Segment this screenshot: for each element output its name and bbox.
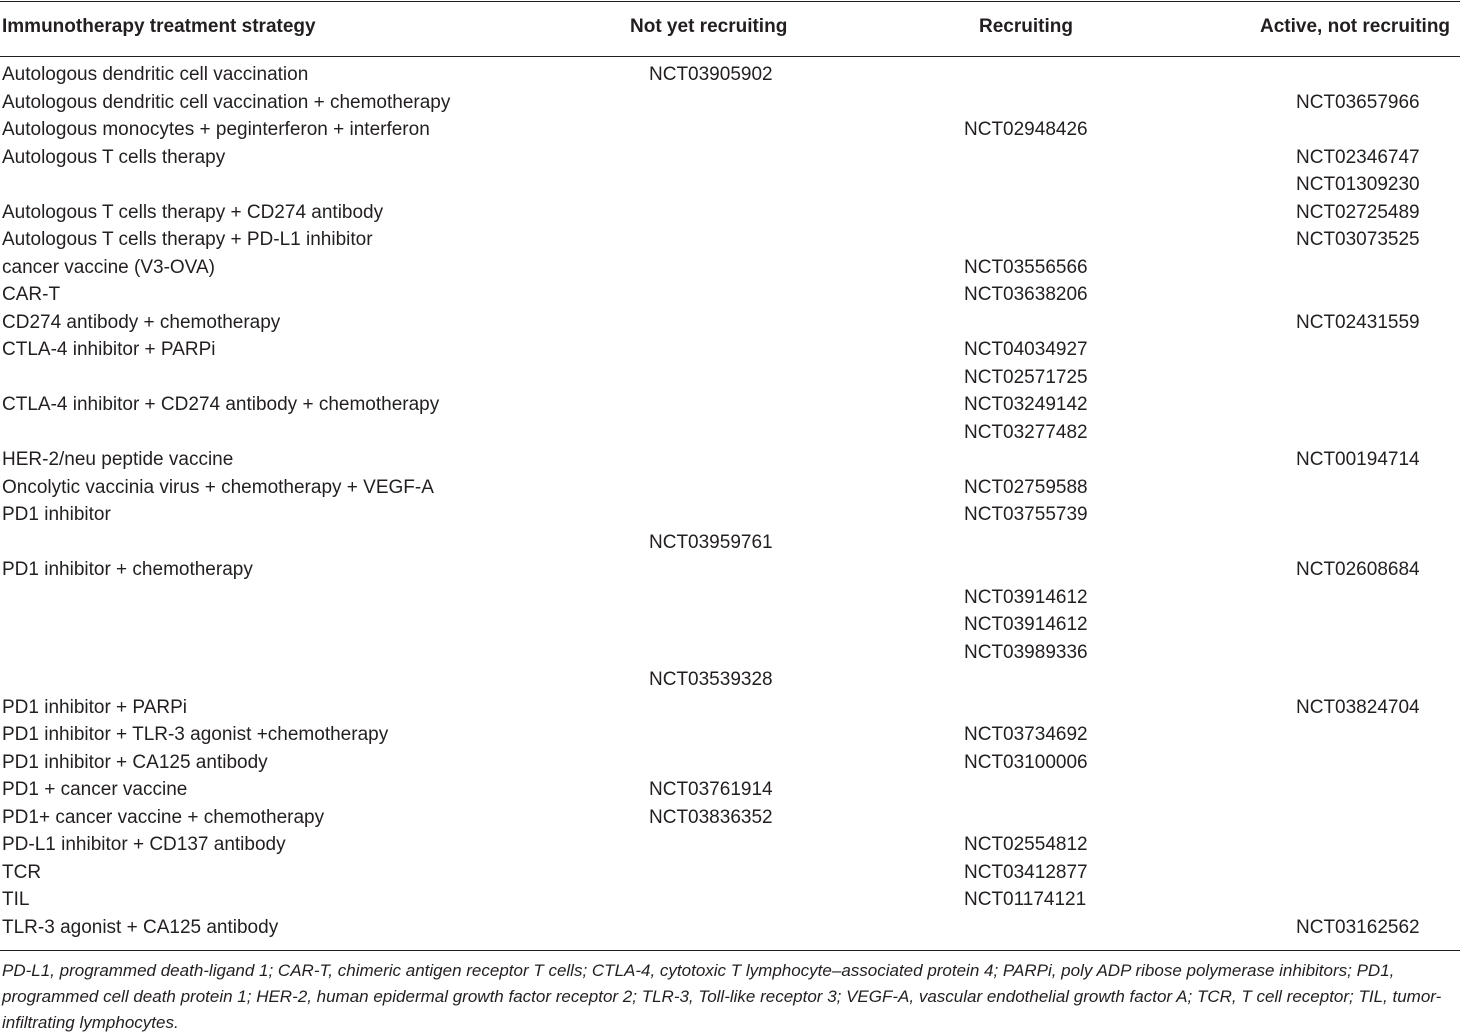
strategy-cell: CAR-T [2, 284, 61, 305]
recruiting-cell: NCT03556566 [964, 256, 1088, 278]
table-row [0, 860, 1460, 888]
table-row [0, 337, 1460, 365]
recruiting-cell: NCT03638206 [964, 284, 1088, 305]
active-not-recruiting-cell: NCT03073525 [1296, 229, 1420, 250]
table-row [0, 282, 1460, 310]
table-footnote: PD-L1, programmed death-ligand 1; CAR-T, chimeric antigen receptor T cells; CTLA-4, cytotoxic T lymphocyte–associated protein 4; PARPi, poly ADP ribose polymerase inhibitors; PD1, programmed cell death protein 1; HER-2, human epidermal growth factor receptor 2; TLR-3, Toll-like receptor 3; VEGF-A, vascular endothelial growth factor A; TCR, T cell receptor; TIL, tumor-infiltrating lymphocytes. [2, 961, 1442, 1032]
not-yet-recruiting-cell: NCT03761914 [649, 779, 773, 800]
active-not-recruiting-cell: NCT00194714 [1296, 449, 1420, 470]
strategy-cell: Autologous monocytes + peginterferon + interferon [2, 119, 430, 140]
strategy-cell: PD1 + cancer vaccine [2, 779, 188, 800]
table-row [0, 777, 1460, 805]
table-row [0, 530, 1460, 558]
table-row [0, 667, 1460, 695]
column-header-recruiting: Recruiting [979, 16, 1073, 37]
recruiting-cell: NCT01174121 [964, 889, 1087, 910]
column-header-not-yet-recruiting: Not yet recruiting [630, 16, 788, 37]
active-not-recruiting-cell: NCT02608684 [1296, 559, 1420, 580]
table-row [0, 227, 1460, 255]
recruiting-cell: NCT03914612 [964, 614, 1088, 635]
table-row [0, 117, 1460, 145]
strategy-cell: Autologous T cells therapy [2, 146, 226, 168]
not-yet-recruiting-cell: NCT03836352 [649, 806, 773, 828]
recruiting-cell: NCT02948426 [964, 119, 1088, 140]
table-row [0, 420, 1460, 448]
table-row [0, 612, 1460, 640]
strategy-cell: cancer vaccine (V3-OVA) [2, 256, 215, 278]
table-row [0, 392, 1460, 420]
strategy-cell: Autologous dendritic cell vaccination [2, 64, 309, 85]
table-bottom-rule [0, 950, 1460, 951]
recruiting-cell: NCT03989336 [964, 641, 1088, 663]
table-row [0, 145, 1460, 173]
table-row [0, 557, 1460, 585]
recruiting-cell: NCT03412877 [964, 861, 1088, 883]
table-row [0, 200, 1460, 228]
not-yet-recruiting-cell: NCT03539328 [649, 669, 773, 690]
recruiting-cell: NCT03249142 [964, 394, 1088, 415]
strategy-cell: PD1 inhibitor [2, 504, 111, 525]
strategy-cell: Autologous T cells therapy + PD-L1 inhibitor [2, 229, 373, 250]
strategy-cell: TLR-3 agonist + CA125 antibody [2, 916, 279, 938]
recruiting-cell: NCT03914612 [964, 586, 1088, 608]
recruiting-cell: NCT02571725 [964, 366, 1088, 388]
active-not-recruiting-cell: NCT03657966 [1296, 91, 1420, 113]
table-row [0, 832, 1460, 860]
table-row [0, 90, 1460, 118]
table-row [0, 695, 1460, 723]
active-not-recruiting-cell: NCT02431559 [1296, 311, 1420, 333]
strategy-cell: TCR [2, 861, 42, 883]
table-row [0, 585, 1460, 613]
table-row [0, 887, 1460, 915]
column-header-active-not-recruiting: Active, not recruiting [1260, 16, 1451, 37]
strategy-cell: CTLA-4 inhibitor + CD274 antibody + chemotherapy [2, 394, 440, 415]
table-row [0, 722, 1460, 750]
active-not-recruiting-cell: NCT02346747 [1296, 146, 1420, 168]
table-row [0, 310, 1460, 338]
recruiting-cell: NCT03277482 [964, 421, 1088, 443]
table-row [0, 640, 1460, 668]
strategy-cell: Autologous dendritic cell vaccination + chemotherapy [2, 91, 451, 113]
recruiting-cell: NCT03100006 [964, 751, 1088, 773]
recruiting-cell: NCT04034927 [964, 339, 1088, 360]
strategy-cell: TIL [2, 889, 30, 910]
strategy-cell: PD1 inhibitor + chemotherapy [2, 559, 253, 580]
table-row [0, 447, 1460, 475]
strategy-cell: CD274 antibody + chemotherapy [2, 311, 281, 333]
not-yet-recruiting-cell: NCT03959761 [649, 531, 773, 553]
strategy-cell: PD1 inhibitor + TLR-3 agonist +chemotherapy [2, 724, 389, 745]
recruiting-cell: NCT03755739 [964, 504, 1088, 525]
table-body [0, 62, 1460, 942]
table-row [0, 915, 1460, 943]
table-row [0, 805, 1460, 833]
recruiting-cell: NCT02554812 [964, 834, 1088, 855]
strategy-cell: PD1 inhibitor + CA125 antibody [2, 751, 268, 773]
active-not-recruiting-cell: NCT02725489 [1296, 201, 1420, 223]
strategy-cell: PD-L1 inhibitor + CD137 antibody [2, 834, 286, 855]
strategy-cell: CTLA-4 inhibitor + PARPi [2, 339, 216, 360]
strategy-cell: PD1+ cancer vaccine + chemotherapy [2, 806, 325, 828]
header-rule [0, 56, 1460, 57]
strategy-cell: Autologous T cells therapy + CD274 antibody [2, 201, 384, 223]
active-not-recruiting-cell: NCT03824704 [1296, 696, 1420, 718]
strategy-cell: PD1 inhibitor + PARPi [2, 696, 187, 718]
active-not-recruiting-cell: NCT03162562 [1296, 916, 1420, 938]
not-yet-recruiting-cell: NCT03905902 [649, 64, 773, 85]
table-row [0, 750, 1460, 778]
active-not-recruiting-cell: NCT01309230 [1296, 174, 1420, 195]
table-row [0, 255, 1460, 283]
table-top-rule [0, 1, 1460, 2]
strategy-cell: HER-2/neu peptide vaccine [2, 449, 234, 470]
table-row [0, 475, 1460, 503]
table-row [0, 172, 1460, 200]
table-row [0, 365, 1460, 393]
column-header-strategy: Immunotherapy treatment strategy [2, 16, 316, 37]
table-row [0, 502, 1460, 530]
recruiting-cell: NCT02759588 [964, 476, 1088, 498]
table-row [0, 62, 1460, 90]
strategy-cell: Oncolytic vaccinia virus + chemotherapy + VEGF-A [2, 476, 434, 498]
recruiting-cell: NCT03734692 [964, 724, 1088, 745]
